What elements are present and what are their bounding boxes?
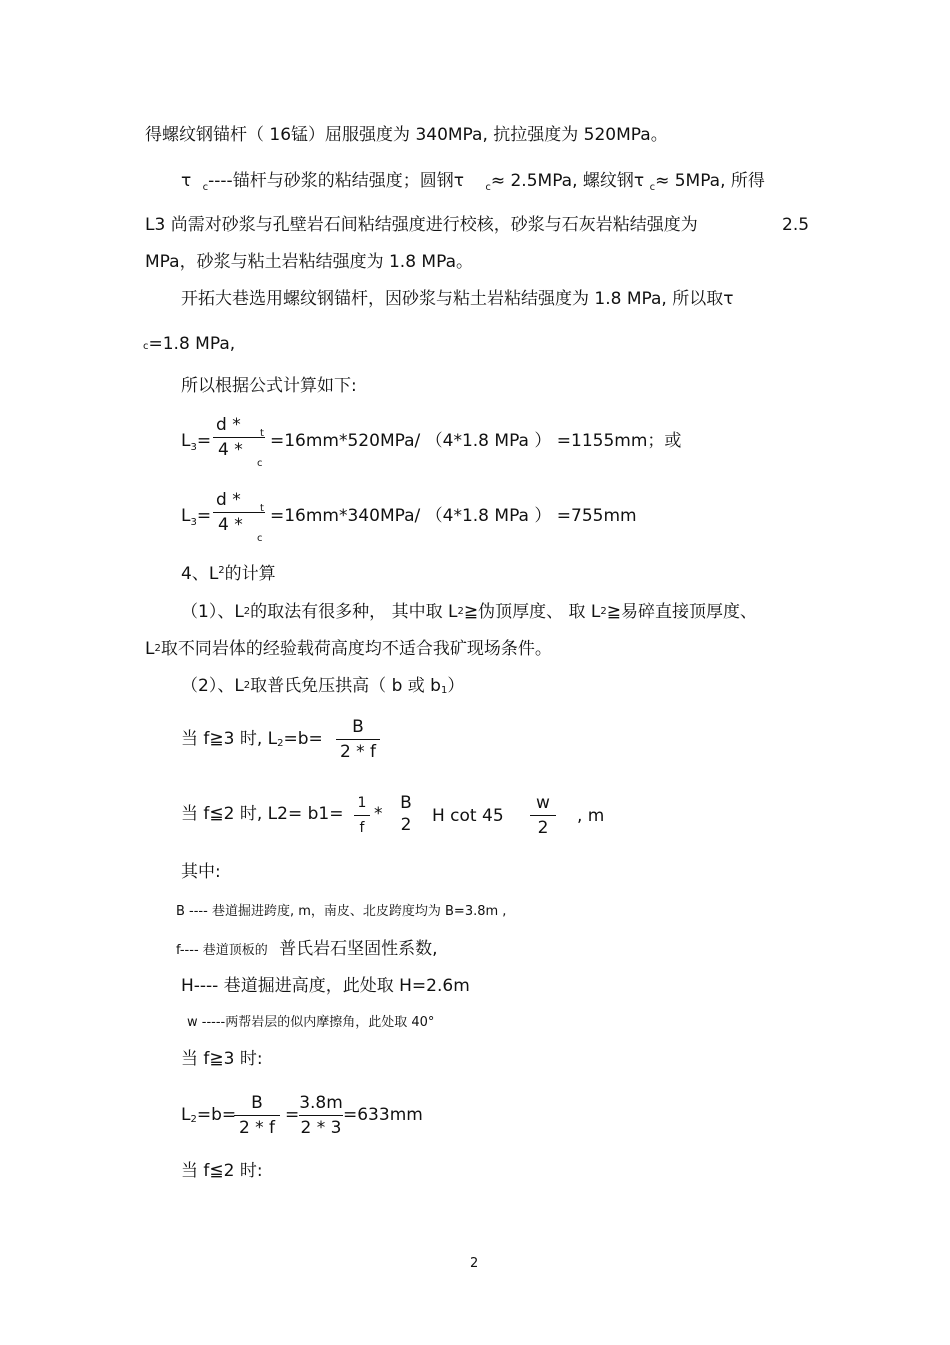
text-segment: L	[181, 1105, 191, 1125]
subscript: c	[202, 182, 209, 193]
subscript: 1	[440, 685, 448, 696]
subscript: 2	[154, 643, 161, 654]
text-line-11	[181, 602, 757, 625]
formula-2-fraction	[213, 490, 265, 535]
text-segment: 普氏岩石坚固性系数,	[279, 939, 438, 959]
text-line-23: 当 f≦2 时:	[181, 1161, 263, 1181]
denominator: 2 * f	[238, 1118, 276, 1138]
subscript: 3	[190, 442, 197, 453]
subscript: 2	[243, 680, 251, 691]
formula-3-fraction	[336, 717, 380, 762]
text-segment: 4、L	[181, 564, 219, 584]
formula-2-lhs	[181, 506, 211, 529]
text-line-5: 开拓大巷选用螺纹钢锚杆，因砂浆与粘土岩粘结强度为 1.8 MPa, 所以取τ	[181, 289, 734, 309]
symbol: L	[181, 506, 191, 526]
formula-3-lhs	[181, 729, 323, 752]
text-segment: 当 f≧3 时, L	[181, 729, 278, 749]
formula-1-fraction	[213, 415, 265, 460]
text-segment: =b=	[283, 729, 323, 749]
text-line-1: 得螺纹钢锚杆（ 16锰）屈服强度为 340MPa, 抗拉强度为 520MPa。	[145, 125, 668, 145]
subscript: 2	[243, 606, 251, 617]
fraction-bar	[530, 815, 556, 816]
text-segment: ≧易碎直接顶厚度、	[606, 602, 757, 622]
fraction-bar	[336, 739, 380, 740]
denominator: 2 * f	[339, 742, 377, 762]
subscript-t: t	[260, 428, 264, 439]
subscript: 2	[218, 565, 225, 576]
fraction-bar	[299, 1115, 343, 1116]
subscript: 2	[190, 1114, 197, 1125]
formula-5-lhs	[181, 1105, 236, 1128]
subscript: 3	[190, 517, 197, 528]
numerator: B	[400, 793, 412, 813]
formula-4-fraction-1	[354, 793, 370, 838]
numerator: B	[251, 1093, 263, 1113]
formula-1-rhs: =16mm*520MPa/ （4*1.8 MPa ） =1155mm；或	[270, 431, 682, 451]
fraction-bar	[234, 1115, 280, 1116]
formula-4-unit: , m	[577, 806, 605, 826]
subscript: c	[485, 182, 491, 193]
subscript: 2	[277, 738, 284, 749]
formula-4-lhs: 当 f≦2 时, L2= b1=	[181, 804, 344, 824]
subscript: c	[143, 341, 149, 352]
text-segment: ----锚杆与砂浆的粘结强度；圆钢τ	[208, 171, 464, 191]
fraction-bar	[213, 512, 265, 513]
text-segment: ≧伪顶厚度、 取 L	[463, 602, 601, 622]
definition-f	[176, 939, 438, 961]
formula-2-rhs: =16mm*340MPa/ （4*1.8 MPa ） =755mm	[270, 506, 637, 526]
text-line-3-end: 2.5	[782, 215, 810, 235]
text-segment: ）	[447, 676, 465, 696]
fraction-bar	[213, 437, 265, 438]
formula-4-middle: H cot 45	[432, 806, 504, 826]
numerator: B	[352, 717, 364, 737]
text-line-21: 当 f≧3 时:	[181, 1049, 263, 1069]
numerator: d *	[216, 415, 241, 435]
fraction-bar	[354, 815, 370, 816]
subscript-c: c	[257, 533, 263, 544]
text-segment: （2）、L	[181, 676, 244, 696]
text-line-3: L3 尚需对砂浆与孔壁岩石间粘结强度进行校核，砂浆与石灰岩粘结强度为	[145, 215, 698, 235]
text-line-16: 其中:	[181, 862, 221, 882]
subscript: 2	[457, 606, 464, 617]
text-line-4: MPa，砂浆与粘土岩粘结强度为 1.8 MPa。	[145, 252, 473, 272]
text-segment: （1）、L	[181, 602, 244, 622]
multiply-symbol: *	[374, 804, 383, 824]
text-line-13	[181, 676, 464, 699]
denominator: f	[359, 820, 365, 836]
text-segment: ≈ 5MPa, 所得	[655, 171, 765, 191]
subscript: c	[649, 182, 656, 193]
numerator: 1	[357, 795, 367, 811]
formula-5-fraction-2	[299, 1093, 343, 1138]
formula-4-fraction-3	[530, 793, 556, 838]
numerator: w	[536, 793, 550, 813]
symbol: L	[181, 431, 191, 451]
equals-symbol: =	[285, 1105, 300, 1125]
text-segment: L	[145, 639, 155, 659]
definition-B: B ---- 巷道掘进跨度, m，南皮、北皮跨度均为 B=3.8m ,	[176, 904, 507, 919]
numerator: 3.8m	[299, 1093, 343, 1113]
tau-symbol: τ	[181, 171, 192, 191]
text-segment: 取不同岩体的经验载荷高度均不适合我矿现场条件。	[160, 639, 552, 659]
denominator: 2	[400, 815, 412, 835]
text-segment: 的取法有很多种， 其中取 L	[250, 602, 458, 622]
text-line-2	[181, 171, 765, 194]
symbol: =	[196, 431, 212, 451]
text-segment: =1.8 MPa,	[148, 334, 236, 354]
text-segment: ≈ 2.5MPa, 螺纹钢τ	[490, 171, 645, 191]
formula-5-result: =633mm	[343, 1105, 423, 1125]
definition-w: w -----两帮岩层的似内摩擦角，此处取 40°	[187, 1015, 435, 1030]
text-line-10	[181, 564, 276, 587]
denominator: 4 *	[218, 515, 243, 535]
text-line-12	[145, 639, 552, 662]
symbol: =	[196, 506, 212, 526]
text-segment: =b=	[196, 1105, 237, 1125]
text-line-7: 所以根据公式计算如下:	[181, 376, 357, 396]
subscript-c: c	[257, 458, 263, 469]
formula-1-lhs	[181, 431, 211, 454]
numerator: d *	[216, 490, 241, 510]
subscript: 2	[600, 606, 607, 617]
definition-H: H---- 巷道掘进高度，此处取 H=2.6m	[181, 976, 470, 996]
page-number: 2	[470, 1256, 479, 1271]
text-segment: f---- 巷道顶板的	[176, 943, 268, 958]
text-line-6	[143, 334, 235, 357]
text-segment: 取普氏免压拱高（ b 或 b	[250, 676, 441, 696]
subscript-t: t	[260, 503, 264, 514]
denominator: 4 *	[218, 440, 243, 460]
denominator: 2 * 3	[300, 1118, 342, 1138]
formula-5-fraction-1	[234, 1093, 280, 1138]
denominator: 2	[537, 818, 549, 838]
formula-4-fraction-2	[396, 793, 416, 835]
text-segment: 的计算	[224, 564, 276, 584]
